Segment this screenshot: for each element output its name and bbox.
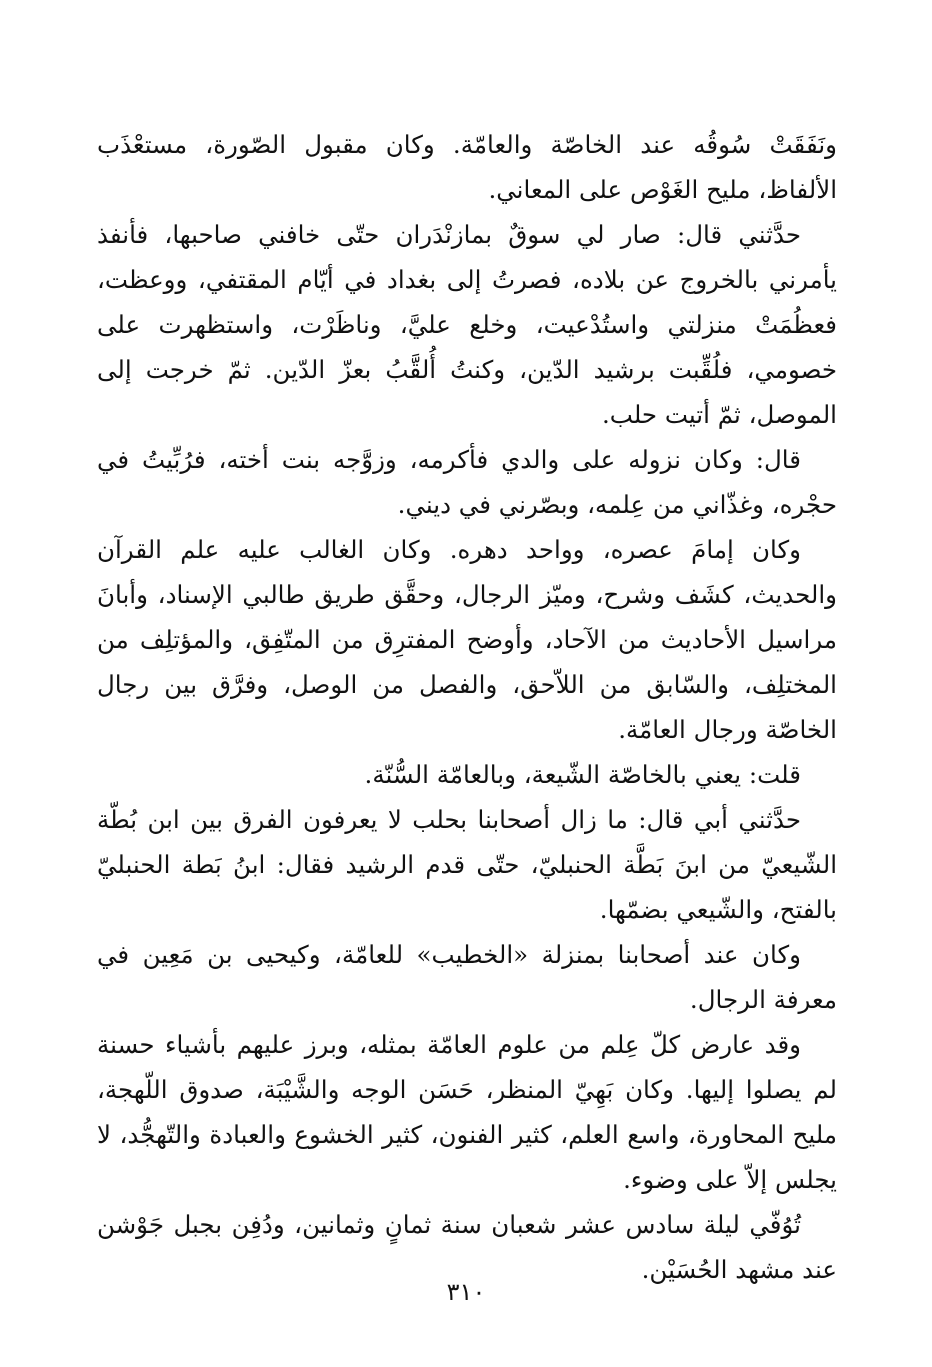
paragraph-4: وكان إمامَ عصره، وواحد دهره. وكان الغالب عليه علم القرآن والحديث، كشَف وشرح، وميّز الرجال، وحقَّق طريق طالبي الإسناد، وأبانَ مراسيل الأحاديث من الآحاد، وأوضح المفترِق من المتّفِق، والمؤتلِف من المختلِف، والسّابق من اللاّحق، والفصل من الوصل، وفرَّق بين رجال الخاصّة ورجال العامّة. bbox=[97, 535, 837, 744]
main-text bbox=[97, 122, 837, 1292]
page-number: ٣١٠ bbox=[446, 1278, 486, 1306]
paragraph-7: وكان عند أصحابنا بمنزلة «الخطيب» للعامّة، وكيحيى بن مَعِين في معرفة الرجال. bbox=[97, 940, 837, 1014]
paragraph-2: حدَّثني قال: صار لي سوقٌ بمازنْدَران حتّى خافني صاحبها، فأنفذ يأمرني بالخروج عن بلاده، فصرتُ إلى بغداد في أيّام المقتفي، ووعظت، فعظُمَتْ منزلتي واستُدْعيت، وخلع عليَّ، وناظَرْت، واستظهرت على خصومي، فلُقِّبت برشيد الدّين، وكنتُ أُلقَّبُ بعزّ الدّين. ثمّ خرجت إلى الموصل، ثمّ أتيت حلب. bbox=[97, 220, 837, 429]
paragraph-1: ونَفَقَتْ سُوقُه عند الخاصّة والعامّة. وكان مقبول الصّورة، مستعْذَب الألفاظ، مليح الغَوْص على المعاني. bbox=[97, 130, 837, 204]
paragraph-9: تُوُفّي ليلة سادس عشر شعبان سنة ثمانٍ وثمانين، ودُفِن بجبل جَوْشن عند مشهد الحُسَيْن. bbox=[97, 1210, 837, 1284]
paragraph-6: حدَّثني أبي قال: ما زال أصحابنا بحلب لا يعرفون الفرق بين ابن بُطّة الشّيعيّ من ابنَ بَطَّة الحنبليّ، حتّى قدم الرشيد فقال: ابنُ بَطة الحنبليّ بالفتح، والشّيعي بضمّها. bbox=[97, 805, 837, 924]
paragraph-5: قلت: يعني بالخاصّة الشّيعة، وبالعامّة السُّنّة. bbox=[364, 760, 801, 789]
paragraph-8: وقد عارض كلّ عِلم من علوم العامّة بمثله، وبرز عليهم بأشياء حسنة لم يصلوا إليها. وكان بَهِيّ المنظر، حَسَن الوجه والشَّيْبَة، صدوق اللّهجة، مليح المحاورة، واسع العلم، كثير الفنون، كثير الخشوع والعبادة والتّهجُّد، لا يجلس إلاّ على وضوء. bbox=[97, 1030, 837, 1194]
paragraph-3: قال: وكان نزوله على والدي فأكرمه، وزوَّجه بنت أخته، فرُبِّيتُ في حجْره، وغذّاني من عِلمه، وبصّرني في ديني. bbox=[97, 445, 837, 519]
